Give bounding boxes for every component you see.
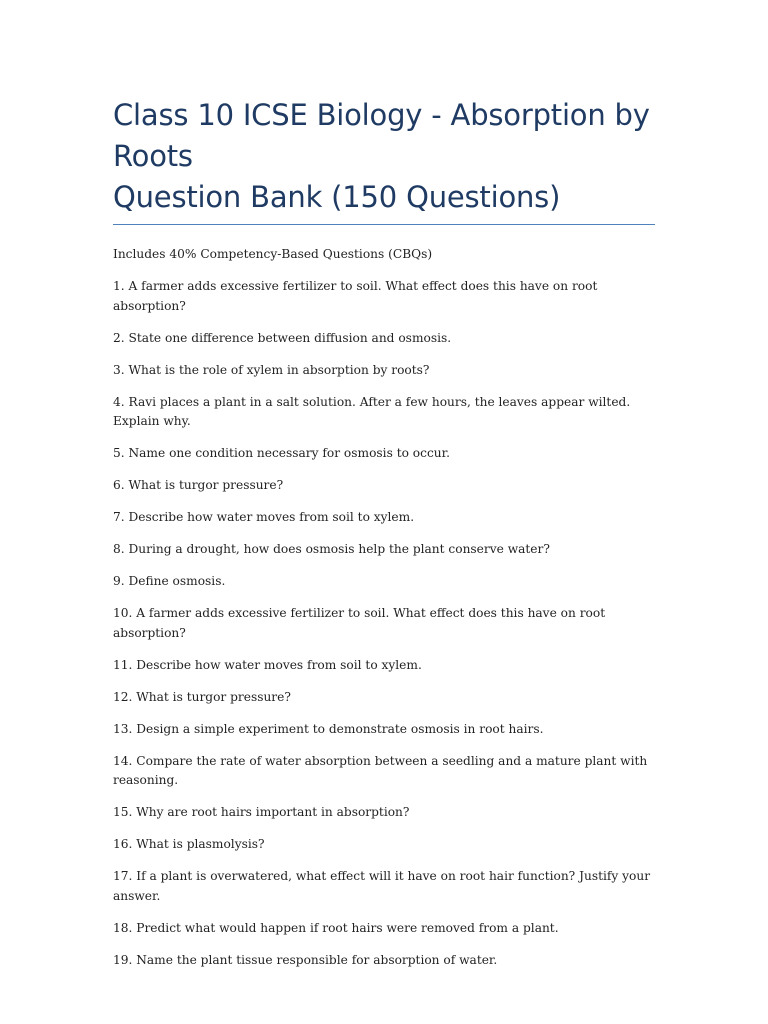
question-item: 2. State one difference between diffusion and osmosis. bbox=[113, 330, 452, 345]
question-item: 17. If a plant is overwatered, what effect will it have on root hair function? Justify your answer. bbox=[113, 869, 651, 903]
question-item: 3. What is the role of xylem in absorption by roots? bbox=[113, 362, 430, 377]
question-item: 18. Predict what would happen if root hairs were removed from a plant. bbox=[113, 920, 559, 935]
document-title bbox=[113, 95, 655, 218]
question-item: 9. Define osmosis. bbox=[113, 574, 226, 588]
question-item: 11. Describe how water moves from soil to xylem. bbox=[113, 657, 422, 672]
question-item: 4. Ravi places a plant in a salt solution. After a few hours, the leaves appear wilted. Explain why. bbox=[113, 394, 631, 428]
question-item: 14. Compare the rate of water absorption between a seedling and a mature plant with reasoning. bbox=[113, 753, 648, 787]
intro-text: Includes 40% Competency-Based Questions (CBQs) bbox=[113, 247, 433, 261]
question-item: 1. A farmer adds excessive fertilizer to soil. What effect does this have on root absorption? bbox=[113, 279, 598, 313]
title-line-2: Roots bbox=[113, 139, 193, 173]
question-item: 12. What is turgor pressure? bbox=[113, 689, 291, 704]
title-line-1: Class 10 ICSE Biology - Absorption by bbox=[113, 98, 650, 132]
question-item: 8. During a drought, how does osmosis help the plant conserve water? bbox=[113, 542, 550, 556]
question-item: 19. Name the plant tissue responsible for absorption of water. bbox=[113, 952, 498, 967]
question-item: 5. Name one condition necessary for osmosis to occur. bbox=[113, 446, 450, 460]
document-body bbox=[113, 245, 655, 970]
question-item: 15. Why are root hairs important in absorption? bbox=[113, 805, 410, 819]
question-item: 6. What is turgor pressure? bbox=[113, 478, 284, 492]
question-item: 13. Design a simple experiment to demonstrate osmosis in root hairs. bbox=[113, 721, 544, 736]
question-item: 7. Describe how water moves from soil to xylem. bbox=[113, 510, 415, 524]
title-line-3: Question Bank (150 Questions) bbox=[113, 180, 561, 214]
question-item: 16. What is plasmolysis? bbox=[113, 837, 265, 851]
title-divider bbox=[113, 224, 655, 225]
document-page bbox=[113, 0, 655, 983]
question-item: 10. A farmer adds excessive fertilizer to soil. What effect does this have on root absorption? bbox=[113, 606, 606, 640]
